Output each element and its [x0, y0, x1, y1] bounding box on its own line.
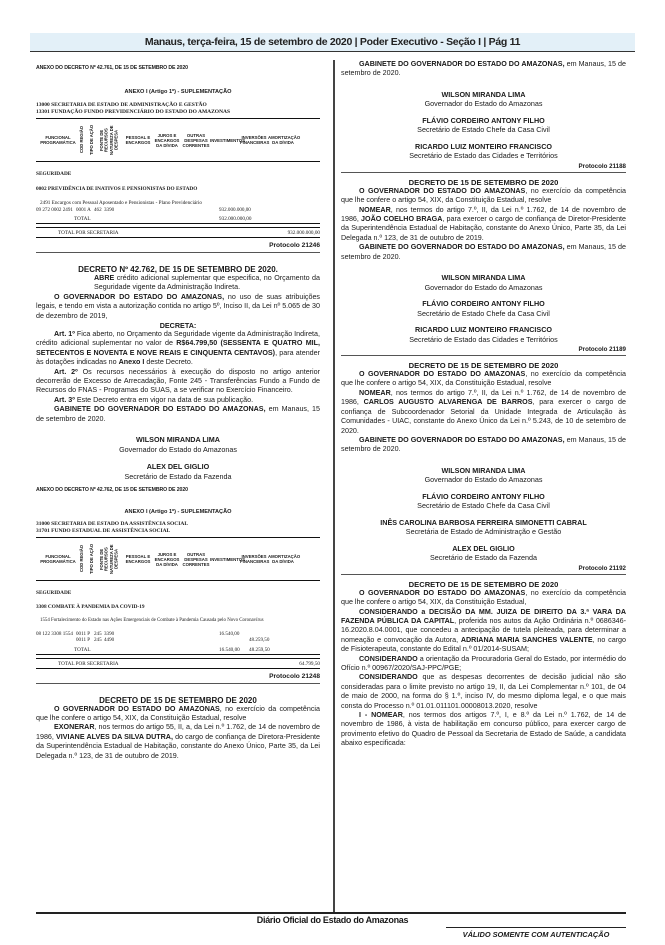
col-natureza: NATUREZA DE DESPESA [109, 125, 119, 155]
cell-outras: 932.000.000,00 [219, 206, 251, 213]
budget-table-header [36, 118, 320, 162]
col-cod-regiao: COD REGIÃO [79, 126, 84, 154]
col-fonte: FONTE DE RECURSOS [99, 128, 109, 152]
decree-act: NOMEAR, nos termos do artigo 7.º, II, da Lei n.º 1.762, de 14 de novembro de 1986, CARLOS AUGUSTO ALVARENGA DE BARROS, para exercer o cargo de confiança de Subcoordenador Setorial da Unidade Integrada de Articulação às Comunidades - UIAC, constante do Anexo Único da Lei n.º 5.243, de 10 de setembro de 2020. [341, 388, 626, 435]
total-secretaria-value: 932.000.000,00 [287, 230, 320, 236]
col-cod-regiao: COD REGIÃO [79, 545, 84, 573]
annex-subtitle: ANEXO I (Artigo 1º) - SUPLEMENTAÇÃO [124, 509, 232, 516]
decree-ementa: ABRE crédito adicional suplementar que especifica, no Orçamento da Seguridade vigente da Administração Indireta. [94, 274, 320, 292]
annex-title: ANEXO DO DECRETO Nº 42.761, DE 15 DE SETEMBRO DE 2020 [36, 65, 188, 71]
signature: ALEX DEL GIGLIO Secretário de Estado da Fazenda [429, 543, 538, 563]
decree-title: DECRETO DE 15 DE SETEMBRO DE 2020 [408, 361, 559, 371]
col-inversoes: INVERSÕES FINANCEIRAS [240, 554, 270, 565]
signature: WILSON MIRANDA LIMA Governador do Estado do Amazonas [424, 89, 543, 109]
col-tipo-acao: TIPO DE AÇÃO [89, 544, 94, 575]
total-secretaria-label: TOTAL POR SECRETARIA [58, 230, 119, 236]
protocol-number: Protocolo 21248 [36, 669, 320, 684]
col-funcional: FUNCIONAL PROGRAMÁTICA [40, 135, 76, 145]
left-column [36, 58, 320, 761]
budget-table-header [36, 537, 320, 581]
annex-title: ANEXO DO DECRETO Nº 42.762, DE 15 DE SETEMBRO DE 2020 [36, 487, 188, 494]
program-label: 3308 COMBATE À PANDEMIA DA COVID-19 [36, 604, 145, 611]
article-1: Art. 1º Fica aberto, no Orçamento da Seguridade vigente da Administração Indireta, crédito adicional suplementar no valor de R$64.799,50 (SESSENTA E QUATRO MIL, SETECENTOS E NOVENTA E NOVE REAIS E CINQUENTA CENTAVOS), para atender às dotações indicadas no Anexo I deste Decreto. [36, 330, 320, 367]
nomear-clause: I - NOMEAR, nos termos dos artigos 7.º, I, e 8.º da Lei n.º 1.762, de 14 de novembro de 1986, à vista de habilitação em concurso público, para exercer cargo de provimento efetivo do Quadro de Pessoal da Secretaria de Estado de Saúde, a candidata abaixo especificada: [341, 711, 626, 748]
signature: FLÁVIO CORDEIRO ANTONY FILHO Secretário de Estado Chefe da Casa Civil [417, 115, 550, 135]
protocol-number: Protocolo 21246 [36, 238, 320, 253]
decree-title: DECRETO DE 15 DE SETEMBRO DE 2020 [408, 579, 559, 589]
footer-title: Diário Oficial do Estado do Amazonas [256, 915, 409, 925]
signature: FLÁVIO CORDEIRO ANTONY FILHO Secretário de Estado Chefe da Casa Civil [417, 491, 550, 511]
col-amortizacao: AMORTIZAÇÃO DA DÍVIDA [268, 554, 301, 565]
col-outras: OUTRAS DESPESAS CORRENTES [182, 551, 210, 567]
right-column [341, 58, 626, 749]
gabinete-line: GABINETE DO GOVERNADOR DO ESTADO DO AMAZONAS, em Manaus, 15 de setembro de 2020. [36, 405, 320, 423]
signature: FLÁVIO CORDEIRO ANTONY FILHO Secretário de Estado Chefe da Casa Civil [417, 299, 550, 318]
total-value: 932.000.000,00 [219, 216, 252, 222]
decree-preamble: O GOVERNADOR DO ESTADO DO AMAZONAS, no exercício da competência que lhe confere o artigo 54, XIX, da Constituição Estadual, resolve [341, 370, 626, 388]
col-pessoal: PESSOAL E ENCARGOS [125, 135, 151, 145]
col-investimentos: INVESTIMENTOS [210, 556, 246, 562]
gabinete-line: GABINETE DO GOVERNADOR DO ESTADO DO AMAZONAS, em Manaus, 15 de setembro de 2020. [341, 243, 626, 261]
col-amortizacao: AMORTIZAÇÃO DA DÍVIDA [268, 135, 301, 145]
area-label: SEGURIDADE [36, 590, 72, 597]
decree-preamble: O GOVERNADOR DO ESTADO DO AMAZONAS, no exercício da competência que lhe confere o artigo 54, XIX, da Constituição Estadual, resolve [36, 704, 320, 722]
considerando-2: CONSIDERANDO a orientação da Procuradoria Geral do Estado, por intermédio do Ofício n.º 00967/2020/SAJ-PPC/PGE; [341, 654, 626, 672]
table-row: 08 122 3308 1554 0011 P 245 3390 16.540,00 [36, 630, 240, 637]
col-tipo-acao: TIPO DE AÇÃO [89, 124, 94, 156]
annex-subtitle: ANEXO I (Artigo 1º) - SUPLEMENTAÇÃO [124, 89, 232, 95]
decree-title: DECRETO DE 15 DE SETEMBRO DE 2020 [408, 177, 559, 187]
col-inversoes: INVERSÕES FINANCEIRAS [240, 135, 270, 145]
col-juros: JUROS E ENCARGOS DA DÍVIDA [154, 132, 180, 148]
signature: ALEX DEL GIGLIO Secretário de Estado da Fazenda [124, 462, 232, 481]
signature: WILSON MIRANDA LIMA Governador do Estado do Amazonas [119, 435, 237, 454]
cell-natureza: 3390 [104, 206, 115, 213]
decree-title: DECRETO Nº 42.762, DE 15 DE SETEMBRO DE 2020. [78, 265, 278, 274]
table-row: 0011 P 245 4490 48.259,50 [76, 637, 270, 644]
total-row: TOTAL 16.540,00 48.259,50 [36, 644, 320, 655]
action-label: 2491 Encargos com Pessoal Aposentado e Pensionistas - Plano Previdenciário [40, 200, 202, 206]
col-natureza: NATUREZA DE DESPESA [109, 544, 119, 574]
signature: INÊS CAROLINA BARBOSA FERREIRA SIMONETTI CABRAL Secretária de Estado de Administração e Gestão [380, 517, 587, 537]
protocol-number: Protocolo 21188 [341, 161, 626, 173]
signature: RICARDO LUIZ MONTEIRO FRANCISCO Secretário de Estado das Cidades e Territórios [409, 325, 558, 344]
col-pessoal: PESSOAL E ENCARGOS [125, 554, 151, 565]
col-investimentos: INVESTIMENTOS [210, 137, 246, 143]
decree-title: DECRETO DE 15 DE SETEMBRO DE 2020 [99, 695, 257, 705]
cell-fonte: 462 [94, 206, 102, 213]
gabinete-line: GABINETE DO GOVERNADOR DO ESTADO DO AMAZONAS, em Manaus, 15 de setembro de 2020. [341, 435, 626, 454]
col-fonte: FONTE DE RECURSOS [99, 547, 109, 571]
org-secretaria: 31000 SECRETARIA DE ESTADO DA ASSISTÊNCIA SOCIAL [36, 521, 189, 528]
total-label: TOTAL [74, 216, 91, 222]
page-header: Manaus, terça-feira, 15 de setembro de 2020 | Poder Executivo - Seção I | Pág 11 [30, 33, 635, 52]
signature: WILSON MIRANDA LIMA Governador do Estado do Amazonas [424, 465, 543, 485]
org-secretaria: 13000 SECRETARIA DE ESTADO DE ADMINISTRAÇÃO E GESTÃO [36, 102, 207, 108]
column-divider [333, 60, 335, 912]
org-unit: 31701 FUNDO ESTADUAL DE ASSISTÊNCIA SOCIAL [36, 528, 171, 535]
gabinete-line: GABINETE DO GOVERNADOR DO ESTADO DO AMAZONAS, em Manaus, 15 de setembro de 2020. [341, 60, 626, 78]
action-label: 1554 Fortalecimento do Estado nas Ações Emergenciais de Combate à Pandemia Causada pelo Novo Coronavírus [40, 618, 264, 624]
col-funcional: FUNCIONAL PROGRAMÁTICA [40, 554, 76, 565]
decree-act: NOMEAR, nos termos do artigo 7.º, II, da Lei n.º 1.762, de 14 de novembro de 1986, JOÃO COELHO BRAGA, para exercer o cargo de confiança de Diretor-Presidente da Superintendência Estadual de Habitação, constante do Anexo Único, Parte 35, da Lei Delegada n.º 123, de 31 de outubro de 2019. [341, 205, 627, 242]
decree-preamble: O GOVERNADOR DO ESTADO DO AMAZONAS, no exercício da competência que lhe confere o artigo 54, XIX, da Constituição Estadual, [341, 588, 626, 607]
total-secretaria-row [36, 227, 320, 238]
col-outras: OUTRAS DESPESAS CORRENTES [182, 132, 210, 148]
decree-act: EXONERAR, nos termos do artigo 55, II, a, da Lei n.º 1.762, de 14 de novembro de 1986, VIVIANE ALVES DA SILVA DUTRA, do cargo de confiança de Diretora-Presidente da Superintendência Estadual de Habitação, constante do Anexo Único, Parte 35, da Lei Delegada n.º 123, de 31 de outubro de 2019. [36, 723, 320, 760]
article-2: Art. 2º Os recursos necessários à execução do disposto no artigo anterior decorrerão de Excesso de Arrecadação, Fonte 245 - Transferências Fundo a Fundo de Recursos do FNAS - Programas do SUAS, a se verificar no Exercício Financeiro. [36, 367, 320, 395]
protocol-number: Protocolo 21192 [341, 563, 626, 575]
decree-preamble: O GOVERNADOR DO ESTADO DO AMAZONAS, no exercício da competência que lhe confere o artigo 54, XIX, da Constituição Estadual, resolve [341, 186, 626, 205]
col-juros: JUROS E ENCARGOS DA DÍVIDA [154, 551, 180, 567]
article-3: Art. 3º Este Decreto entra em vigor na data de sua publicação. [54, 395, 254, 404]
considerando-3: CONSIDERANDO que as despesas decorrentes de decisão judicial não são consideradas para o limite previsto no artigo 19, II, da Lei Complementar n.º 101, de 04 de maio de 2000, na forma do § 1.º, inciso IV, do mesmo diploma legal, e o que mais consta do Processo n.º 01.01.011101.00008013.2020, resolve [341, 673, 626, 710]
decreta-label: DECRETA: [159, 321, 197, 331]
protocol-number: Protocolo 21189 [341, 344, 626, 356]
footer-validity-note: VÁLIDO SOMENTE COM AUTENTICAÇÃO [446, 927, 626, 939]
footer-rule [36, 912, 626, 914]
area-label: SEGURIDADE [36, 171, 72, 177]
program-label: 0002 PREVIDÊNCIA DE INATIVOS E PENSIONISTAS DO ESTADO [36, 186, 198, 192]
total-secretaria-row: TOTAL POR SECRETARIA 64.799,50 [36, 658, 320, 669]
cell-tipo: 0001 A [76, 206, 91, 213]
signature: WILSON MIRANDA LIMA Governador do Estado do Amazonas [424, 273, 543, 292]
signature: RICARDO LUIZ MONTEIRO FRANCISCO Secretário de Estado das Cidades e Territórios [409, 141, 558, 161]
considerando-1: CONSIDERANDO a DECISÃO DA MM. JUIZA DE DIREITO DA 3.ª VARA DA FAZENDA PÚBLICA DA CAPITAL, proferida nos autos da Ação Ordinária n.º 0686346-16.2020.8.04.0001, que concedeu a antecipação de tutela pleiteada, para determinar a nomeação e convocação da Autora, ADRIANA MARIA SANCHES VALENTE, no cargo de Fisioterapeuta, constante do Edital n.º 01/2014-SUSAM; [341, 607, 626, 654]
total-row [36, 213, 320, 224]
decree-preamble: O GOVERNADOR DO ESTADO DO AMAZONAS, no uso de suas atribuições legais, e tendo em vista a autorização contida no artigo 5º, Inciso II, da Lei nº 5.065 de 30 de dezembro de 2019, [36, 292, 320, 320]
cell-code: 09 272 0002 2491 [36, 206, 73, 213]
org-unit: 13301 FUNDAÇÃO FUNDO PREVIDENCIÁRIO DO ESTADO DO AMAZONAS [36, 109, 231, 115]
